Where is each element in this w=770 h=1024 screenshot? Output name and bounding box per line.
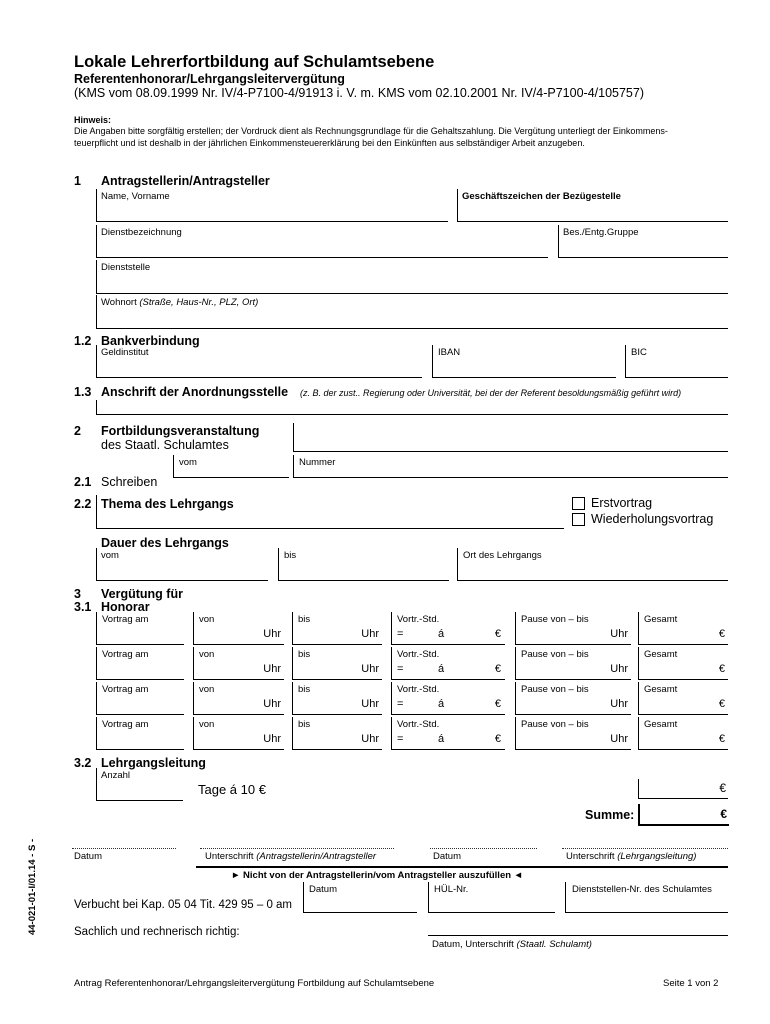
honorar-vortr-std-field[interactable] <box>391 682 505 715</box>
summe-field[interactable] <box>638 804 729 826</box>
huel-label: HÜL-Nr. <box>434 884 469 895</box>
honorar-bis-label: bis <box>298 684 311 695</box>
wohnort-field[interactable] <box>96 295 728 329</box>
ort-field[interactable] <box>457 548 728 581</box>
section-1-3-number: 1.3 <box>74 385 92 399</box>
honorar-bis-field[interactable] <box>292 647 382 680</box>
honorar-pause-unit: Uhr <box>610 698 628 710</box>
honorar-gesamt-unit: € <box>718 733 725 745</box>
section-1-title: Antragstellerin/Antragsteller <box>101 174 270 188</box>
section-2-subtitle: des Staatl. Schulamtes <box>101 438 229 452</box>
section-3-2-number: 3.2 <box>74 756 92 770</box>
honorar-vortr-std-field[interactable] <box>391 647 505 680</box>
section-3-number: 3 <box>74 587 81 601</box>
hint-label: Hinweis: <box>74 115 112 125</box>
honorar-vortrag-am-field[interactable] <box>96 612 184 645</box>
honorar-pause-unit: Uhr <box>610 663 628 675</box>
tage-label: Tage á 10 € <box>198 782 266 797</box>
honorar-pause-field[interactable] <box>515 717 631 750</box>
honorar-pause-field[interactable] <box>515 682 631 715</box>
section-1-number: 1 <box>74 174 81 188</box>
geldinstitut-field[interactable] <box>96 345 422 378</box>
honorar-equals: = <box>397 698 404 710</box>
schreiben-vom-field[interactable] <box>173 455 289 478</box>
dauer-title: Dauer des Lehrgangs <box>101 536 229 550</box>
honorar-gesamt-label: Gesamt <box>644 649 678 660</box>
summe-label: Summe: <box>585 808 635 822</box>
honorar-von-field[interactable] <box>193 647 284 680</box>
honorar-vortrag-am-label: Vortrag am <box>102 614 149 625</box>
honorar-von-unit: Uhr <box>263 698 281 710</box>
lehrgangsleitung-title: Lehrgangsleitung <box>101 756 206 770</box>
dienststellen-nr-field[interactable] <box>565 882 728 913</box>
kms-reference: (KMS vom 08.09.1999 Nr. IV/4-P7100-4/91913 i. V. m. KMS vom 02.10.2001 Nr. IV/4-P7100-4/105757) <box>74 86 645 100</box>
honorar-gesamt-label: Gesamt <box>644 719 678 730</box>
summe-euro: € <box>720 807 727 821</box>
honorar-vortr-std-label: Vortr.-Std. <box>397 719 440 730</box>
wohnort-hint: (Straße, Haus-Nr., PLZ, Ort) <box>139 297 259 308</box>
form-code: 44-021-01-I/01.14 - S - <box>27 838 38 935</box>
office-signature-hint: (Staatl. Schulamt) <box>516 939 592 950</box>
datum1-label: Datum <box>74 851 102 862</box>
datum2-label: Datum <box>433 851 461 862</box>
thema-field[interactable] <box>96 495 564 529</box>
honorar-equals: = <box>397 733 404 745</box>
dienstbezeichnung-label: Dienstbezeichnung <box>101 227 182 238</box>
unterschrift1-label <box>205 851 376 862</box>
honorar-gesamt-unit: € <box>718 628 725 640</box>
honorar-a: á <box>438 733 445 745</box>
honorar-pause-unit: Uhr <box>610 628 628 640</box>
hint-line2: teuerpflicht und ist deshalb in der jährlichen Einkommensteuererklärung bei den Einkünften aus selbständiger Arbeit anzugeben. <box>74 138 585 148</box>
dienststelle-field[interactable] <box>96 260 728 294</box>
honorar-von-label: von <box>199 719 215 730</box>
dauer-vom-field[interactable] <box>96 548 268 581</box>
honorar-a: á <box>438 663 445 675</box>
wiederholung-label: Wiederholungsvortrag <box>591 512 714 526</box>
bic-field[interactable] <box>625 345 728 378</box>
erstvortrag-checkbox[interactable] <box>572 497 585 510</box>
section-2-2-number: 2.2 <box>74 497 92 511</box>
honorar-euro: € <box>494 733 501 745</box>
section-1-2-title: Bankverbindung <box>101 334 200 348</box>
anordnungsstelle-field[interactable] <box>96 400 728 415</box>
honorar-pause-label: Pause von – bis <box>521 719 589 730</box>
hint-line1: Die Angaben bitte sorgfältig erstellen; der Vordruck dient als Rechnungsgrundlage für die Gehaltszahlung. Die Vergütung unterliegt der Einkommens- <box>74 126 668 136</box>
geschaeftszeichen-label: Geschäftszeichen der Bezügestelle <box>462 191 621 202</box>
page-subtitle: Referentenhonorar/Lehrgangsleitervergütung <box>74 72 345 86</box>
wohnort-label-text: Wohnort <box>101 297 137 308</box>
honorar-gesamt-unit: € <box>718 663 725 675</box>
honorar-bis-label: bis <box>298 649 311 660</box>
honorar-pause-label: Pause von – bis <box>521 614 589 625</box>
honorar-gesamt-field[interactable] <box>638 717 728 750</box>
honorar-vortr-std-label: Vortr.-Std. <box>397 684 440 695</box>
gruppe-field[interactable] <box>558 225 728 258</box>
iban-field[interactable] <box>432 345 616 378</box>
anzahl-field[interactable] <box>96 768 183 801</box>
datum2-line <box>430 848 537 849</box>
lehrgangsleitung-euro: € <box>719 781 726 795</box>
geschaeftszeichen-field[interactable] <box>457 189 728 222</box>
honorar-gesamt-field[interactable] <box>638 682 728 715</box>
name-label: Name, Vorname <box>101 191 170 202</box>
schulamt-field[interactable] <box>293 423 728 452</box>
unterschrift1-hint: (Antragstellerin/Antragsteller <box>256 851 377 862</box>
honorar-bis-label: bis <box>298 614 311 625</box>
wiederholung-checkbox[interactable] <box>572 513 585 526</box>
honorar-pause-label: Pause von – bis <box>521 649 589 660</box>
honorar-gesamt-unit: € <box>718 698 725 710</box>
section-3-title: Vergütung für <box>101 587 183 601</box>
honorar-von-label: von <box>199 614 215 625</box>
honorar-euro: € <box>494 698 501 710</box>
honorar-equals: = <box>397 663 404 675</box>
honorar-vortr-std-label: Vortr.-Std. <box>397 614 440 625</box>
honorar-von-field[interactable] <box>193 717 284 750</box>
honorar-von-unit: Uhr <box>263 663 281 675</box>
honorar-pause-label: Pause von – bis <box>521 684 589 695</box>
geldinstitut-label: Geldinstitut <box>101 347 149 358</box>
ort-label: Ort des Lehrgangs <box>463 550 542 561</box>
dauer-bis-field[interactable] <box>278 548 449 581</box>
honorar-vortrag-am-field[interactable] <box>96 717 184 750</box>
gruppe-label: Bes./Entg.Gruppe <box>563 227 639 238</box>
honorar-pause-field[interactable] <box>515 647 631 680</box>
dauer-vom-label: vom <box>101 550 119 561</box>
honorar-gesamt-field[interactable] <box>638 612 728 645</box>
verbucht-text: Verbucht bei Kap. 05 04 Tit. 429 95 – 0 am <box>74 899 293 911</box>
section-3-1-number: 3.1 <box>74 600 92 614</box>
honorar-bis-label: bis <box>298 719 311 730</box>
section-2-1-title: Schreiben <box>101 475 158 489</box>
honorar-von-field[interactable] <box>193 682 284 715</box>
honorar-von-unit: Uhr <box>263 733 281 745</box>
honorar-vortrag-am-field[interactable] <box>96 682 184 715</box>
honorar-vortr-std-label: Vortr.-Std. <box>397 649 440 660</box>
datum1-line <box>72 848 176 849</box>
name-field[interactable] <box>96 189 448 222</box>
page-title: Lokale Lehrerfortbildung auf Schulamtsebene <box>74 53 435 71</box>
honorar-vortrag-am-label: Vortrag am <box>102 719 149 730</box>
honorar-gesamt-field[interactable] <box>638 647 728 680</box>
honorar-bis-field[interactable] <box>292 612 382 645</box>
office-signature-text: Datum, Unterschrift <box>432 939 514 950</box>
wohnort-label <box>101 297 258 308</box>
section-2-number: 2 <box>74 424 81 438</box>
schreiben-vom-label: vom <box>179 457 197 468</box>
honorar-gesamt-label: Gesamt <box>644 614 678 625</box>
honorar-von-label: von <box>199 649 215 660</box>
honorar-euro: € <box>494 663 501 675</box>
unterschrift2-text: Unterschrift <box>566 851 615 862</box>
honorar-vortr-std-field[interactable] <box>391 717 505 750</box>
schreiben-nummer-label: Nummer <box>299 457 336 468</box>
sachlich-text: Sachlich und rechnerisch richtig: <box>74 926 240 938</box>
honorar-vortrag-am-label: Vortrag am <box>102 649 149 660</box>
unterschrift1-text: Unterschrift <box>205 851 254 862</box>
honorar-bis-unit: Uhr <box>361 698 379 710</box>
unterschrift2-line <box>562 848 728 849</box>
honorar-bis-field[interactable] <box>292 717 382 750</box>
honorar-bis-field[interactable] <box>292 682 382 715</box>
office-banner: ► Nicht von der Antragstellerin/vom Antragsteller auszufüllen ◄ <box>231 870 524 881</box>
dienststelle-label: Dienststelle <box>101 262 151 273</box>
section-1-3-hint: (z. B. der zust.. Regierung oder Universität, bei der der Referent besoldungsmäßig geführt wird) <box>300 388 682 398</box>
section-2-title: Fortbildungsveranstaltung <box>101 424 260 438</box>
dauer-bis-label: bis <box>284 550 297 561</box>
unterschrift2-hint: (Lehrgangsleitung) <box>617 851 697 862</box>
section-1-3-title: Anschrift der Anordnungsstelle <box>101 385 289 399</box>
honorar-equals: = <box>397 628 404 640</box>
honorar-a: á <box>438 698 445 710</box>
bic-label: BIC <box>631 347 647 358</box>
honorar-pause-unit: Uhr <box>610 733 628 745</box>
dienststellen-nr-label: Dienststellen-Nr. des Schulamtes <box>572 884 712 895</box>
schreiben-nummer-field[interactable] <box>293 455 728 478</box>
honorar-von-field[interactable] <box>193 612 284 645</box>
office-datum-label: Datum <box>309 884 337 895</box>
honorar-pause-field[interactable] <box>515 612 631 645</box>
iban-label: IBAN <box>438 347 461 358</box>
dienstbezeichnung-field[interactable] <box>96 225 548 258</box>
anzahl-label: Anzahl <box>101 770 131 781</box>
honorar-vortrag-am-label: Vortrag am <box>102 684 149 695</box>
honorar-vortrag-am-field[interactable] <box>96 647 184 680</box>
section-2-2-title: Thema des Lehrgangs <box>101 497 234 511</box>
erstvortrag-label: Erstvortrag <box>591 496 653 510</box>
office-datum-field[interactable] <box>303 882 417 913</box>
section-1-2-number: 1.2 <box>74 334 92 348</box>
honorar-von-label: von <box>199 684 215 695</box>
unterschrift2-label <box>566 851 696 862</box>
honorar-vortr-std-field[interactable] <box>391 612 505 645</box>
office-divider <box>196 866 728 868</box>
honorar-a: á <box>438 628 445 640</box>
honorar-euro: € <box>494 628 501 640</box>
honorar-bis-unit: Uhr <box>361 628 379 640</box>
office-signature-label <box>432 939 592 950</box>
huel-field[interactable] <box>428 882 555 913</box>
honorar-gesamt-label: Gesamt <box>644 684 678 695</box>
page-number: Seite 1 von 2 <box>663 978 719 989</box>
honorar-title: Honorar <box>101 600 150 614</box>
section-2-1-number: 2.1 <box>74 475 92 489</box>
unterschrift1-line <box>200 848 394 849</box>
footer-left: Antrag Referentenhonorar/Lehrgangsleitervergütung Fortbildung auf Schulamtsebene <box>74 978 435 989</box>
honorar-bis-unit: Uhr <box>361 663 379 675</box>
honorar-von-unit: Uhr <box>263 628 281 640</box>
lehrgangsleitung-gesamt-field[interactable] <box>638 779 728 799</box>
honorar-bis-unit: Uhr <box>361 733 379 745</box>
office-signature-line <box>428 935 728 936</box>
